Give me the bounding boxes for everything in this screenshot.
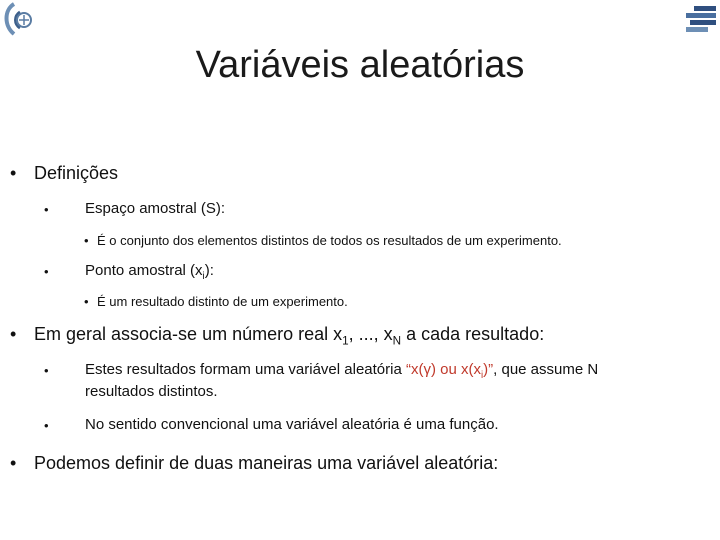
bullet-dot: •	[10, 453, 17, 473]
bullet-estes-resultados: Estes resultados formam uma variável aleatória “x(γ) ou $x(x_i)$”, que assume N	[85, 361, 599, 381]
university-logo-icon	[2, 2, 34, 36]
slide-title: Variáveis aleatórias	[195, 44, 525, 86]
bullet-ponto-amostral: Ponto amostral $(x_i)$:	[85, 262, 214, 282]
bullet-dot: •	[44, 264, 49, 279]
highlight-variavel: “x(γ) ou $x(x_i)$”	[405, 361, 494, 381]
bullet-estes-resultados-cont: resultados distintos.	[85, 383, 218, 400]
bullet-ponto-definicao: É um resultado distinto de um experimento.	[97, 294, 348, 309]
bullet-dot: •	[84, 294, 89, 309]
bullet-dot: •	[10, 163, 17, 183]
bullet-espaco-definicao: É o conjunto dos elementos distintos de todos os resultados de um experimento.	[97, 233, 562, 248]
bullet-dot: •	[10, 324, 17, 344]
bullet-espaco-amostral: Espaço amostral (S):	[85, 200, 226, 217]
bullet-sentido-convencional: No sentido convencional uma variável aleatória é uma função.	[85, 416, 499, 433]
bullet-dot: •	[44, 363, 49, 378]
bullet-podemos-definir: Podemos definir de duas maneiras uma variável aleatória:	[34, 453, 499, 473]
bullet-dot: •	[44, 418, 49, 433]
bullet-em-geral: Em geral associa-se um número real $x_1$, ..., $x_N$ a cada resultado:	[34, 324, 545, 348]
bullet-definicoes: Definições	[34, 163, 119, 183]
stacked-bars-logo-icon	[684, 4, 718, 34]
bullet-dot: •	[44, 202, 49, 217]
bullet-dot: •	[84, 233, 89, 248]
